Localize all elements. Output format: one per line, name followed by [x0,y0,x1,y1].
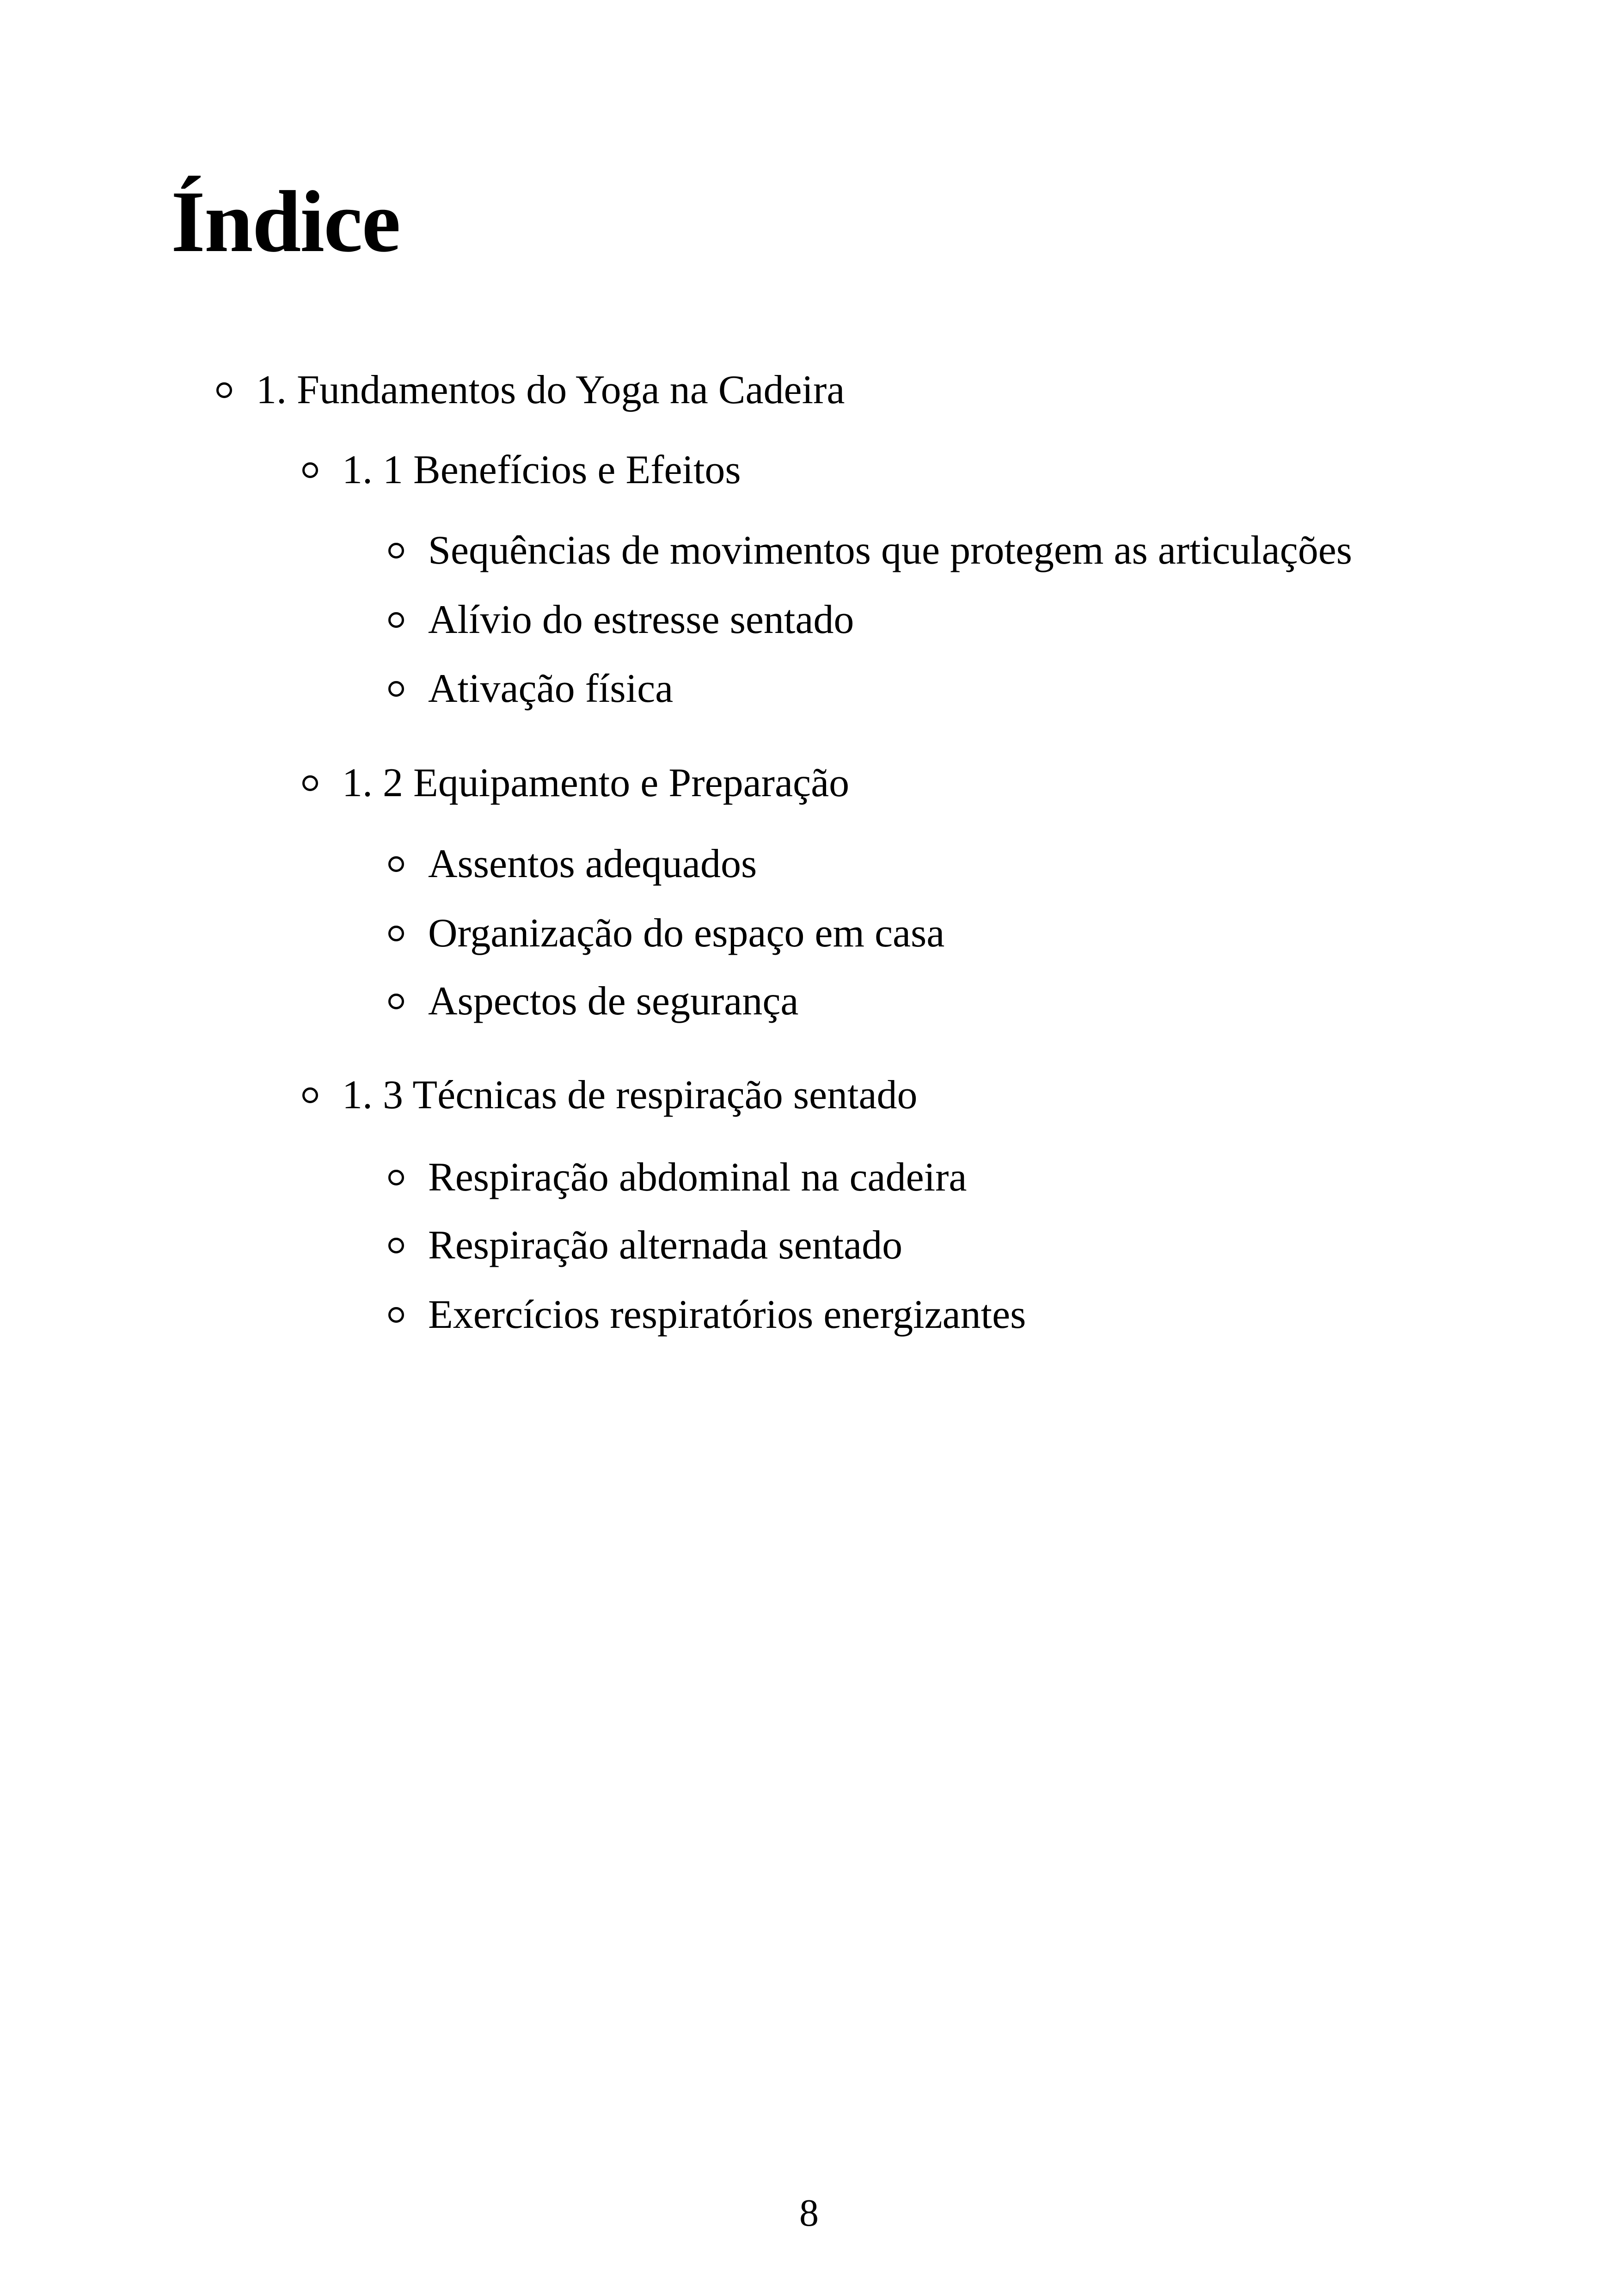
toc-item[interactable] [388,913,944,954]
circle-bullet-icon [388,1307,404,1323]
toc-section-1[interactable] [302,450,741,491]
toc-section-label: 1. 3 Técnicas de respiração sentado [342,1073,918,1117]
circle-bullet-icon [302,1087,318,1103]
toc-item[interactable] [388,841,757,886]
toc-item-label: Exercícios respiratórios energizantes [428,1292,1026,1337]
toc-item[interactable] [388,981,798,1022]
toc-chapter[interactable] [216,370,845,411]
toc-item-label: Ativação física [428,666,674,711]
toc-item-label: Assentos adequados [428,841,757,886]
toc-item[interactable] [388,1225,902,1266]
toc-item[interactable] [388,1157,967,1198]
circle-bullet-icon [216,382,232,398]
toc-item[interactable] [388,1292,1026,1337]
toc-item-label: Organização do espaço em casa [428,911,945,956]
toc-item[interactable] [388,597,854,642]
circle-bullet-icon [388,994,404,1009]
toc-item-label: Sequências de movimentos que protegem as articulações [428,528,1352,573]
toc-item[interactable] [388,530,1352,571]
toc-item-label: Respiração abdominal na cadeira [428,1155,967,1200]
circle-bullet-icon [388,1170,404,1185]
circle-bullet-icon [388,856,404,872]
circle-bullet-icon [388,1238,404,1253]
toc-item-label: Aspectos de segurança [428,979,799,1024]
circle-bullet-icon [302,462,318,478]
toc-item[interactable] [388,666,674,711]
circle-bullet-icon [388,926,404,941]
toc-item-label: Respiração alternada sentado [428,1223,903,1268]
circle-bullet-icon [388,612,404,628]
toc-chapter-label: 1. Fundamentos do Yoga na Cadeira [256,368,845,412]
toc-section-3[interactable] [302,1075,918,1116]
page-title: Índice [171,173,400,270]
toc-item-label: Alívio do estresse sentado [428,597,854,642]
page-number: 8 [799,2192,819,2235]
toc-section-label: 1. 1 Benefícios e Efeitos [342,448,741,492]
circle-bullet-icon [388,681,404,697]
toc-section-2[interactable] [302,763,849,804]
circle-bullet-icon [388,543,404,559]
circle-bullet-icon [302,775,318,791]
toc-section-label: 1. 2 Equipamento e Preparação [342,761,850,805]
